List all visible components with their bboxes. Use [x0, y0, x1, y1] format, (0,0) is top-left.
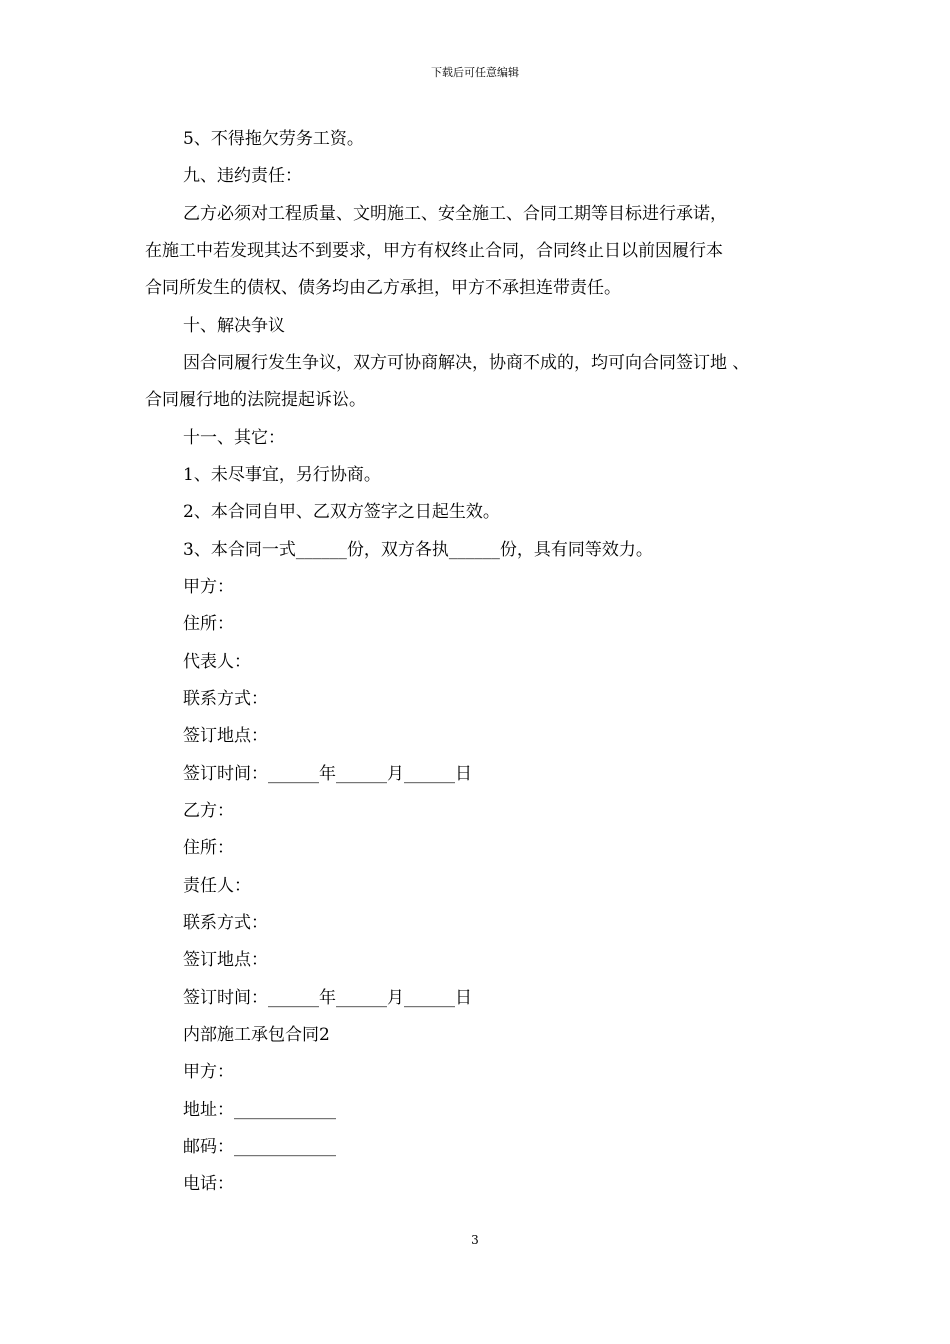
contract-2-postcode-field: 邮码：____________ [183, 1137, 336, 1157]
page-number: 3 [471, 1233, 479, 1247]
party-b-signing-place: 签订地点： [183, 950, 268, 970]
party-b-label: 乙方： [183, 801, 234, 821]
section-11-item-2: 2、本合同自甲、乙双方签字之日起生效。 [183, 502, 500, 522]
clause-5-wages: 5、不得拖欠劳务工资。 [183, 129, 364, 149]
contract-2-address-field: 地址：____________ [183, 1100, 336, 1120]
section-9-heading: 九、违约责任： [183, 166, 302, 186]
section-9-para-line-1: 乙方必须对工程质量、文明施工、安全施工、合同工期等目标进行承诺， [183, 204, 727, 224]
party-b-responsible: 责任人： [183, 876, 251, 896]
section-10-heading: 十、解决争议 [183, 316, 285, 336]
section-10-para-line-1: 因合同履行发生争议，双方可协商解决，协商不成的，均可向合同签订地 、 [183, 353, 750, 373]
party-b-signing-date: 签订时间：______年______月______日 [183, 988, 472, 1008]
section-11-item-1: 1、未尽事宜，另行协商。 [183, 465, 381, 485]
contract-2-party-a-label: 甲方： [183, 1062, 234, 1082]
party-b-address-label: 住所： [183, 838, 234, 858]
section-9-para-line-2: 在施工中若发现其达不到要求，甲方有权终止合同，合同终止日以前因履行本 [145, 241, 723, 261]
contract-2-phone-field: 电话： [183, 1174, 234, 1194]
section-10-para-line-2: 合同履行地的法院提起诉讼。 [145, 390, 366, 410]
contract-2-title: 内部施工承包合同2 [183, 1025, 330, 1045]
section-9-para-line-3: 合同所发生的债权、债务均由乙方承担，甲方不承担连带责任。 [145, 278, 621, 298]
party-a-label: 甲方： [183, 577, 234, 597]
page-header: 下载后可任意编辑 [431, 66, 519, 79]
party-a-contact: 联系方式： [183, 689, 268, 709]
party-b-contact: 联系方式： [183, 913, 268, 933]
section-11-item-3: 3、本合同一式______份，双方各执______份，具有同等效力。 [183, 540, 653, 560]
party-a-address-label: 住所： [183, 614, 234, 634]
party-a-representative: 代表人： [183, 652, 251, 672]
section-11-heading: 十一、其它： [183, 428, 285, 448]
party-a-signing-place: 签订地点： [183, 726, 268, 746]
party-a-signing-date: 签订时间：______年______月______日 [183, 764, 472, 784]
